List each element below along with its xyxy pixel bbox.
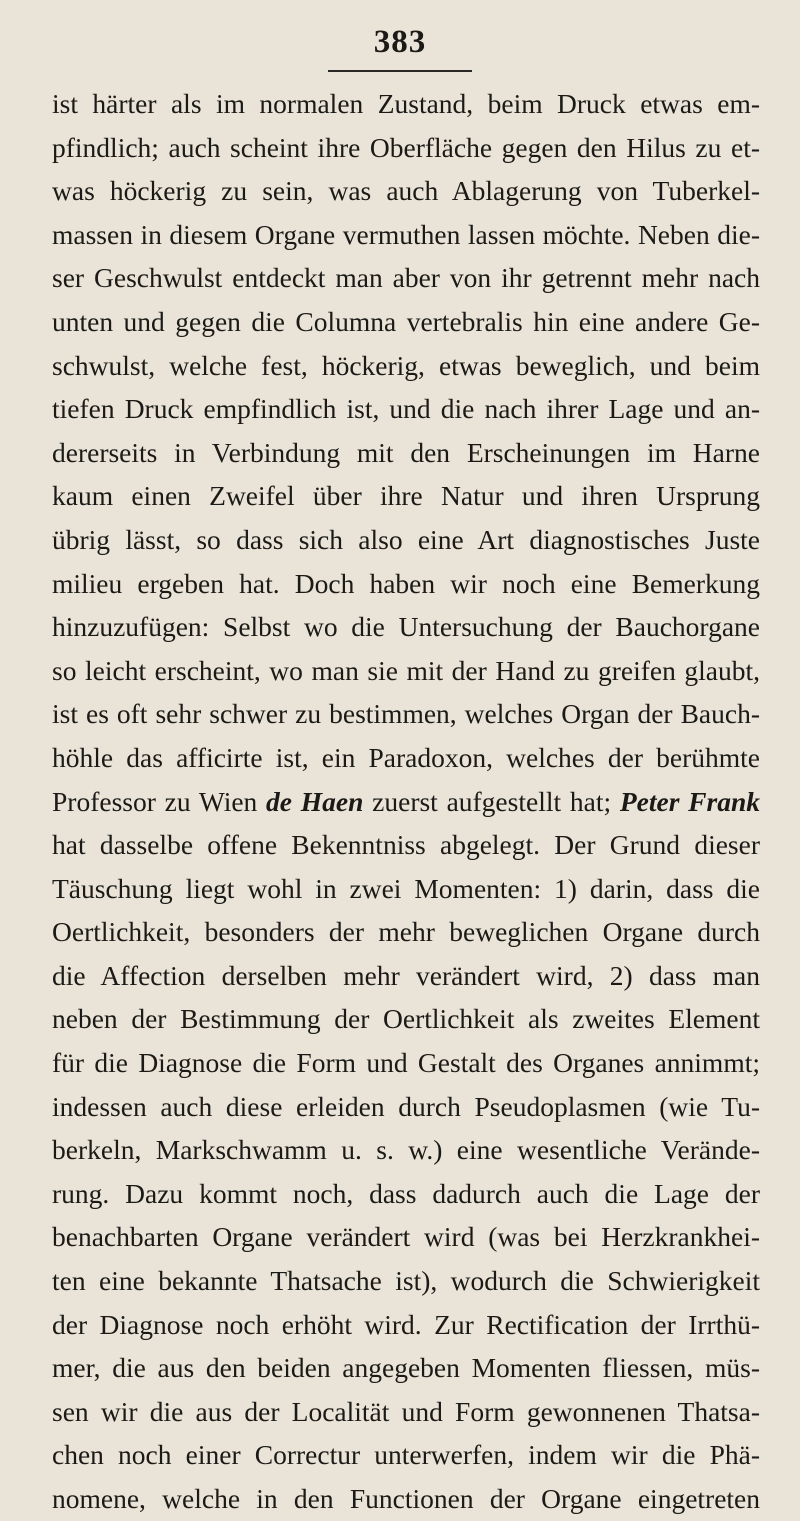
- text-line: die Affection derselben mehr verändert wird, 2) dass man: [52, 959, 760, 991]
- text-line: für die Diagnose die Form und Gestalt des Organes annimmt;: [52, 1047, 760, 1079]
- text-line: was höckerig zu sein, was auch Ablagerung von Tuberkel-: [52, 175, 760, 207]
- text-line: indessen auch diese erleiden durch Pseudoplasmen (wie Tu-: [52, 1090, 760, 1122]
- text-line: tiefen Druck empfindlich ist, und die nach ihrer Lage und an-: [52, 393, 760, 425]
- text-line: Oertlichkeit, besonders der mehr beweglichen Organe durch: [52, 916, 760, 948]
- text-line: rung. Dazu kommt noch, dass dadurch auch die Lage der: [52, 1177, 760, 1209]
- text-line: schwulst, welche fest, höckerig, etwas beweglich, und beim: [52, 349, 760, 381]
- text-line: benachbarten Organe verändert wird (was bei Herzkrankhei-: [52, 1221, 760, 1253]
- text-line: unten und gegen die Columna vertebralis hin eine andere Ge-: [52, 305, 760, 337]
- text-line: hinzuzufügen: Selbst wo die Untersuchung der Bauchorgane: [52, 611, 760, 643]
- body-text: [52, 82, 760, 1521]
- text-line: nomene, welche in den Functionen der Organe eingetreten: [52, 1483, 760, 1514]
- line-part: zuerst aufgestellt hat;: [363, 785, 620, 817]
- text-line: der Diagnose noch erhöht wird. Zur Rectification der Irrthü-: [52, 1308, 760, 1340]
- person-name: Peter Frank: [619, 785, 761, 817]
- text-line: pfindlich; auch scheint ihre Oberfläche gegen den Hilus zu et-: [52, 131, 760, 163]
- text-line: übrig lässt, so dass sich also eine Art diagnostisches Juste: [52, 523, 760, 555]
- header-rule: [328, 70, 472, 72]
- text-line: kaum einen Zweifel über ihre Natur und ihren Ursprung: [52, 480, 760, 512]
- text-line: neben der Bestimmung der Oertlichkeit als zweites Element: [52, 1003, 760, 1035]
- text-line: milieu ergeben hat. Doch haben wir noch eine Bemerkung: [52, 567, 760, 599]
- text-line: chen noch einer Correctur unterwerfen, indem wir die Phä-: [52, 1439, 760, 1471]
- text-line-with-names: [52, 780, 760, 824]
- text-line: mer, die aus den beiden angegeben Momenten fliessen, müs-: [52, 1352, 760, 1384]
- text-line: ist es oft sehr schwer zu bestimmen, welches Organ der Bauch-: [52, 698, 760, 730]
- person-name: de Haen: [266, 785, 364, 817]
- text-line: berkeln, Markschwamm u. s. w.) eine wesentliche Verände-: [52, 1134, 760, 1166]
- text-line: ser Geschwulst entdeckt man aber von ihr getrennt mehr nach: [52, 262, 760, 294]
- page-number: 383: [373, 24, 427, 60]
- text-line: massen in diesem Organe vermuthen lassen möchte. Neben die-: [52, 218, 760, 250]
- text-line: hat dasselbe offene Bekenntniss abgelegt. Der Grund dieser: [52, 829, 760, 861]
- text-line: höhle das afficirte ist, ein Paradoxon, welches der berühmte: [52, 741, 760, 773]
- line-part: Professor zu Wien: [52, 785, 267, 817]
- text-line: dererseits in Verbindung mit den Erscheinungen im Harne: [52, 436, 760, 468]
- text-line: so leicht erscheint, wo man sie mit der Hand zu greifen glaubt,: [52, 654, 760, 686]
- text-line: ten eine bekannte Thatsache ist), wodurch die Schwierigkeit: [52, 1265, 760, 1297]
- text-line: ist härter als im normalen Zustand, beim Druck etwas em-: [52, 88, 760, 119]
- text-line: sen wir die aus der Localität und Form gewonnenen Thatsa-: [52, 1395, 760, 1427]
- text-line: Täuschung liegt wohl in zwei Momenten: 1) darin, dass die: [52, 872, 760, 904]
